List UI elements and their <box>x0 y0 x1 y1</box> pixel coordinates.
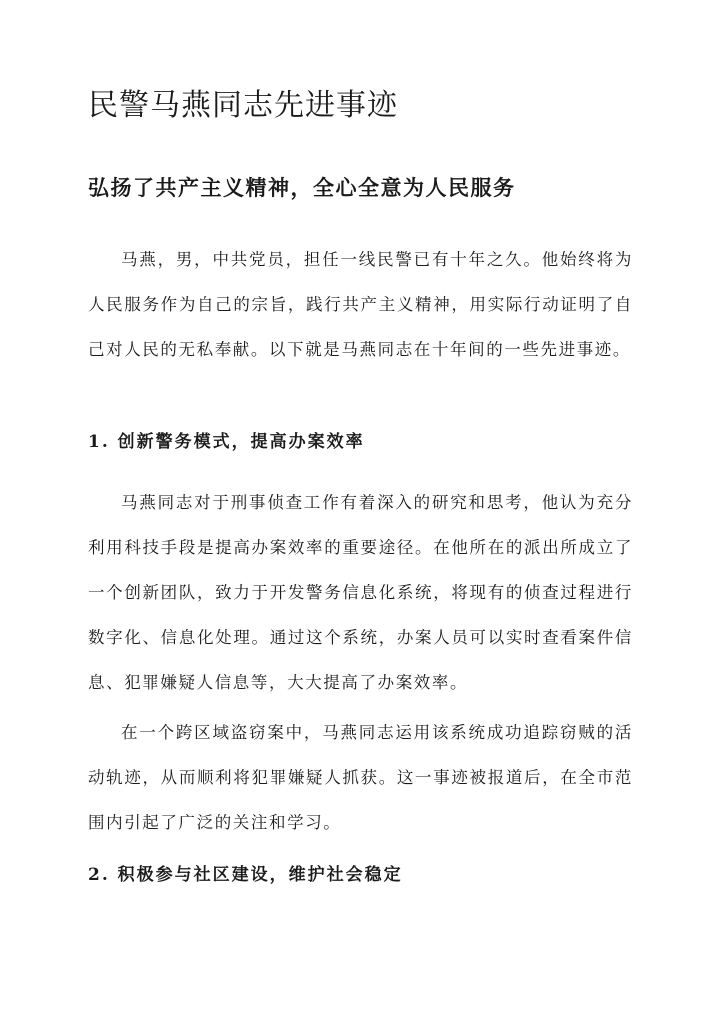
document-subtitle: 弘扬了共产主义精神，全心全意为人民服务 <box>88 175 516 200</box>
section-1-paragraph-1: 马燕同志对于刑事侦查工作有着深入的研究和思考，他认为充分利用科技手段是提高办案效率的重要途径。在他所在的派出所成立了一个创新团队，致力于开发警务信息化系统，将现有的侦查过程进行数字化、信息化处理。通过这个系统，办案人员可以实时查看案件信息、犯罪嫌疑人信息等，大大提高了办案效率。 <box>88 493 633 692</box>
intro-paragraph: 马燕，男，中共党员，担任一线民警已有十年之久。他始终将为人民服务作为自己的宗旨，践行共产主义精神，用实际行动证明了自己对人民的无私奉献。以下就是马燕同志在十年间的一些先进事迹。 <box>88 250 633 359</box>
section-heading-1: 1. 创新警务模式，提高办案效率 <box>88 432 365 452</box>
section-1-paragraph-2: 在一个跨区域盗窃案中，马燕同志运用该系统成功追踪窃贼的活动轨迹，从而顺利将犯罪嫌疑人抓获。这一事迹被报道后，在全市范围内引起了广泛的关注和学习。 <box>88 723 633 832</box>
document-title: 民警马燕同志先进事迹 <box>88 88 398 123</box>
section-heading-2: 2. 积极参与社区建设，维护社会稳定 <box>88 865 403 885</box>
